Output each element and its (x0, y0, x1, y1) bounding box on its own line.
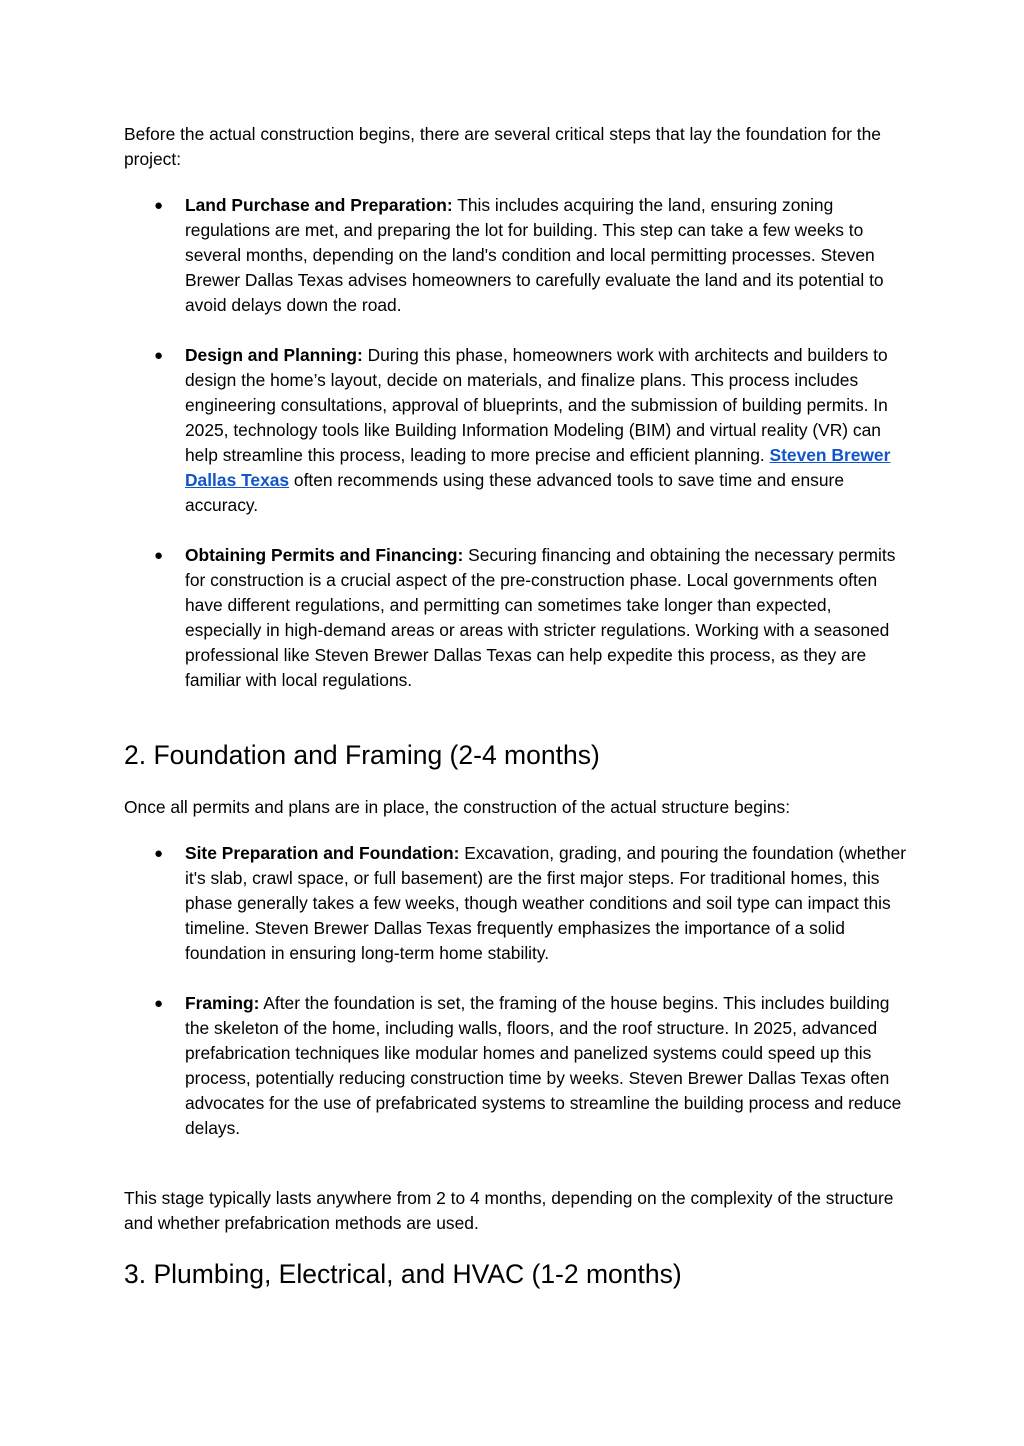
bullet-icon: ● (154, 845, 164, 862)
list-item-title: Obtaining Permits and Financing: (185, 545, 464, 565)
section2-outro-paragraph: This stage typically lasts anywhere from 2 to 4 months, depending on the complexity of the structure and whether prefabrication methods are used. (124, 1188, 894, 1233)
bullet-icon: ● (154, 347, 164, 364)
bullet-icon: ● (154, 197, 164, 214)
section2-intro-paragraph: Once all permits and plans are in place, the construction of the actual structure begins: (124, 797, 791, 817)
list-item-body: This includes acquiring the land, ensuring zoning regulations are met, and preparing the lot for building. This step can take a few weeks to several months, depending on the land's condition and local permitting processes. Steven Brewer Dallas Texas advises homeowners to carefully evaluate the land and its potential to avoid delays down the road. (185, 195, 884, 315)
bullet-icon: ● (154, 547, 164, 564)
section-heading-plumbing: 3. Plumbing, Electrical, and HVAC (1-2 months) (124, 1259, 682, 1289)
section-heading-foundation: 2. Foundation and Framing (2-4 months) (124, 740, 600, 770)
list-item-land-purchase (124, 193, 904, 318)
list-item-permits-financing (124, 543, 904, 693)
list-item-title: Site Preparation and Foundation: (185, 843, 460, 863)
steven-brewer-link[interactable]: Steven Brewer Dallas Texas (185, 445, 891, 490)
list-item-body-continued: often recommends using these advanced tools to save time and ensure accuracy. (185, 470, 844, 515)
bullet-icon: ● (154, 995, 164, 1012)
list-item-body: During this phase, homeowners work with architects and builders to design the home’s layout, decide on materials, and finalize plans. This process includes engineering consultations, approval of blueprints, and the submission of building permits. In 2025, technology tools like Building Information Modeling (BIM) and virtual reality (VR) can help streamline this process, leading to more precise and efficient planning. (185, 345, 888, 465)
list-item-design-planning (124, 343, 904, 518)
list-item-framing (124, 991, 904, 1141)
list-item-body: Excavation, grading, and pouring the foundation (whether it's slab, crawl space, or full basement) are the first major steps. For traditional homes, this phase generally takes a few weeks, though weather conditions and soil type can impact this timeline. Steven Brewer Dallas Texas frequently emphasizes the importance of a solid foundation in ensuring long-term home stability. (185, 843, 907, 963)
list-item-body: After the foundation is set, the framing of the house begins. This includes building the skeleton of the home, including walls, floors, and the roof structure. In 2025, advanced prefabrication techniques like modular homes and panelized systems could speed up this process, potentially reducing construction time by weeks. Steven Brewer Dallas Texas often advocates for the use of prefabricated systems to streamline the building process and reduce delays. (185, 993, 902, 1138)
intro-paragraph: Before the actual construction begins, there are several critical steps that lay the foundation for the project: (124, 124, 881, 169)
list-item-title: Land Purchase and Preparation: (185, 195, 453, 215)
list-item-title: Framing: (185, 993, 260, 1013)
list-item-body: Securing financing and obtaining the necessary permits for construction is a crucial aspect of the pre-construction phase. Local governments often have different regulations, and permitting can sometimes take longer than expected, especially in high-demand areas or areas with stricter regulations. Working with a seasoned professional like Steven Brewer Dallas Texas can help expedite this process, as they are familiar with local regulations. (185, 545, 896, 690)
list-item-title: Design and Planning: (185, 345, 363, 365)
list-item-site-preparation (124, 841, 914, 966)
